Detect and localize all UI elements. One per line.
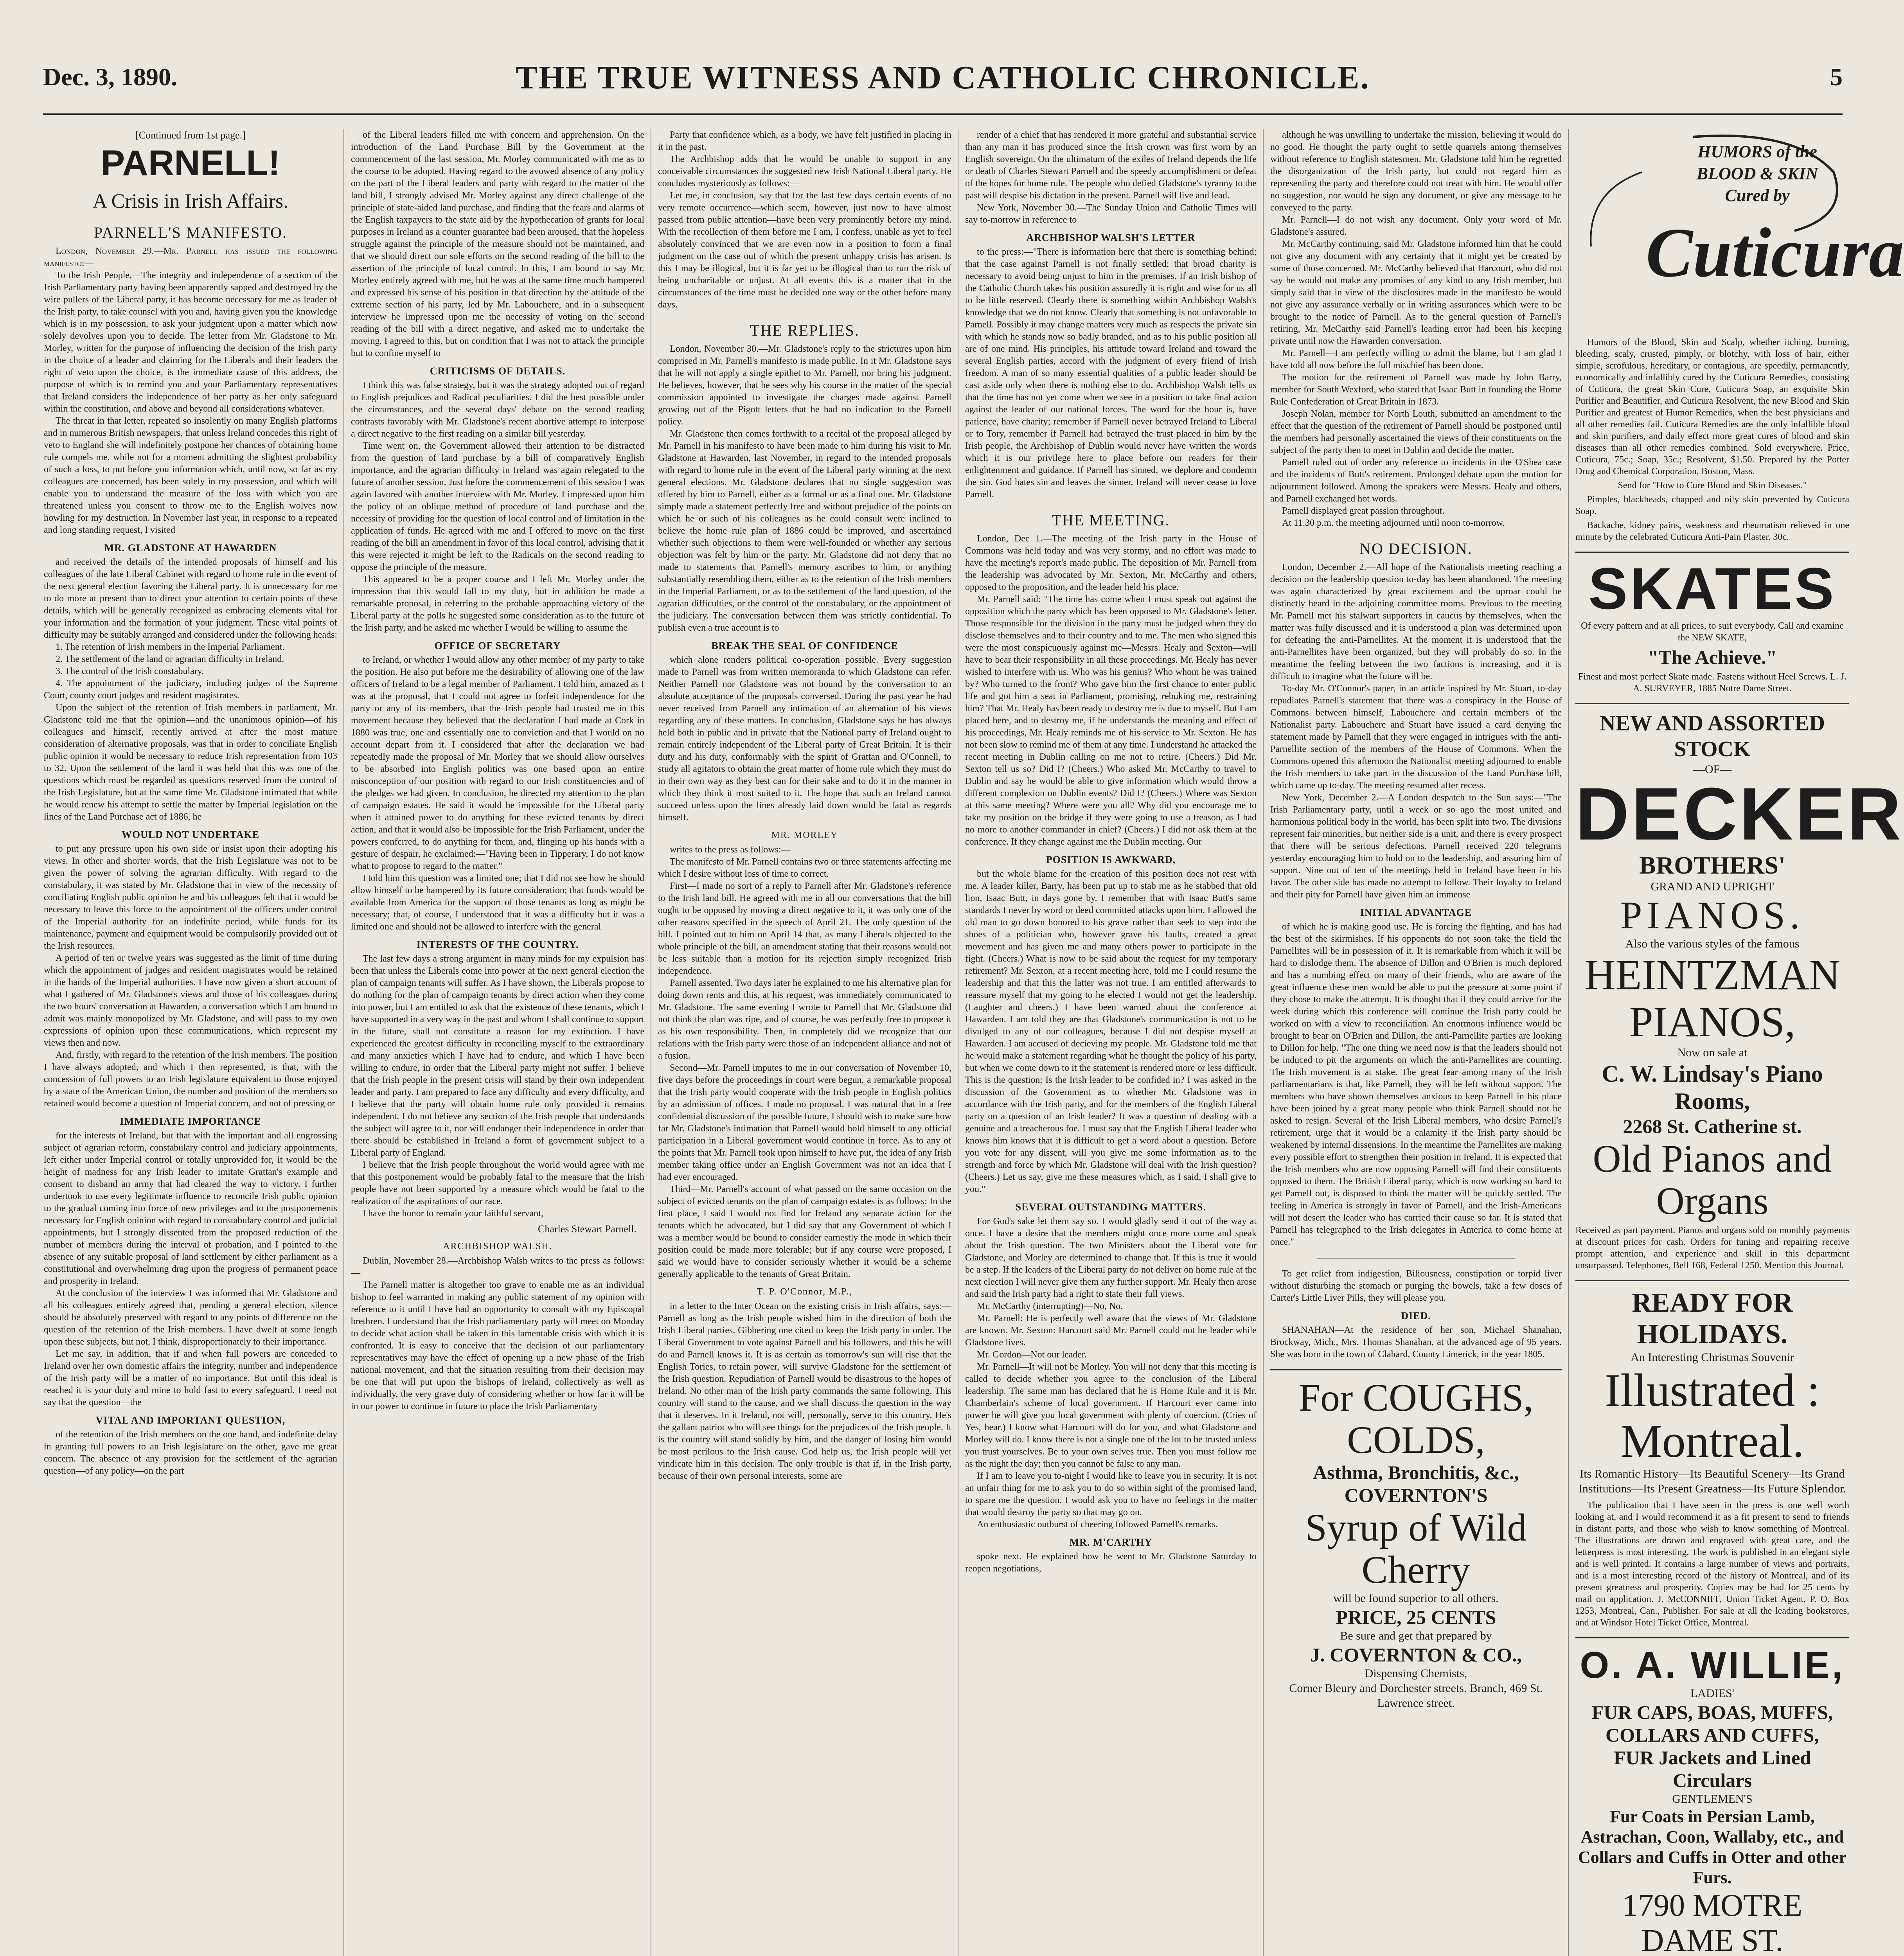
article-paragraph: An enthusiastic outburst of cheering followed Parnell's remarks.: [977, 1519, 1218, 1530]
article-paragraph: London, Dec 1.—The meeting of the Irish party in the House of Commons was held today and was very stormy, and no effort was made to have the meeting's report's made public. The deposition of Mr. Parnell from the leadership was advocated by Mr. Sexton, Mr. McCarthy and others, opposed to the proposition, and the leader held his place.: [965, 534, 1257, 592]
ad-price: PRICE, 25 CENTS: [1336, 1606, 1496, 1628]
article-paragraph: To the Irish People,—The integrity and independence of a section of the Irish Parliamentary party having been apparently sapped and destroyed by the wire pullers of the Liberal party, it has become necessary for me as leader of the Irish party, to take counsel with you and, having given you the knowledge which is in my possession, to ask your judgment upon a matter which now solely devolves upon you to decide. The letter from Mr. Gladstone to Mr. Morley, written for the purpose of influencing the decision of the Irish party in the choice of a leader and claiming for the Liberals and their leaders the right of veto upon the choice, is the immediate cause of this address, the purpose of which is to remind you and your Parliamentary representatives that Ireland considers the independence of her party as her only safeguard within the constitution, and above and beyond all considerations whatever.: [44, 270, 337, 414]
heintzman-title: HEINTZMAN PIANOS,: [1584, 951, 1840, 1046]
sub-heading: MR. M'CARTHY: [1069, 1537, 1152, 1548]
article-paragraph: Let me say, in addition, that if and when full powers are conceded to Ireland over her own domestic affairs the integrity, number and independence of the Irish party will be a matter of no importance. But until this ideal is reached it is your duty and mine to hold fast to every safeguard. I need not say that the question—the: [44, 1349, 337, 1408]
sub-headline: A Crisis in Irish Affairs.: [92, 190, 289, 212]
article-paragraph: I have the honor to remain your faithful servant,: [363, 1208, 543, 1219]
article-paragraph: in a letter to the Inter Ocean on the existing crisis in Irish affairs, says:—Parnell as long as the Irish people wished him in the direction of both the Irish Liberal parties. Gibbering one cited to keep the Irish party in order. The Liberal Government to vote against Parnell and his followers, and this he will do and Parnell knows it. It is as certain as tomorrow's sun will rise that the English Tories, to retain power, will survive Gladstone for the settlement of the Irish question. Repudiation of Parnell would be disastrous to the hopes of Ireland. No other man of the Irish party commands the same following. This country will stand to the cause, and we shall discuss the question in the way that it deserves. In it Ireland, not will, personally, serve to this country. He's the gallant patriot who will see things for the prejudices of the Irish people. It is the country will stand solidly by him, and the danger of losing him would be most perilous to the Irish cause. God help us, the Irish people will yet vindicate him in this decision. The only trouble is that if, in the Irish party, because of their own personal interests, some are: [658, 1301, 951, 1481]
article-paragraph: Dublin, November 28.—Archbishop Walsh writes to the press as follows:—: [351, 1256, 644, 1278]
sub-heading: ARCHBISHOP WALSH.: [443, 1241, 552, 1251]
article-paragraph: Mr. Gordon—Not our leader.: [977, 1350, 1087, 1360]
article-paragraph: I told him this question was a limited one; that I did not see how he should allow himself to be hampered by its future consideration; that funds would be available from America for the support of those tenants as long as might be necessary; that, of course, I understood that it was a difficulty but it was a limited one and should not be allowed to interfere with the general: [351, 873, 644, 932]
article-paragraph: This appeared to be a proper course and I left Mr. Morley under the impression that this would fall to my duty, but in addition he made a remarkable proposal, in referring to the probable approaching victory of the Liberal party at the polls he suggested some consideration as to the future of the Irish party, and he asked me whether I would be willing to assume the: [351, 574, 644, 633]
ad-line: COVERNTON'S: [1344, 1484, 1488, 1506]
article-paragraph: Mr. Parnell—I do not wish any document. Only your word of Mr. Gladstone's assured.: [1270, 215, 1562, 237]
section-heading: PARNELL'S MANIFESTO.: [94, 224, 287, 241]
ad-line: BROTHERS': [1639, 851, 1785, 879]
ad-line: Its Romantic History—Its Beautiful Scenery—Its Grand Institutions—Its Present Greatness—Its Future Splendor.: [1578, 1467, 1846, 1495]
article-paragraph: Mr. Parnell said: "The time has come when I must speak out against the opposition which the party which has been opposed to Mr. Gladstone's letter. Those responsible for the division in the party must be judged when they do disclose themselves and to their country and to me. The men who signed this were the most conspicuously against me—Messrs. Healy and Sexton—will have to bear their responsibility in all these proceedings. Mr. Healy has never wished to interfere with us. Who was his genius? Who whom he was trained by? Who turned to the front? Who gave him the first chance to enter public life and got him a seat in Parliament, promising, rebuking me, restraining him? That Mr. Healy has been ready to destroy me is due to myself. But I am placed here, and to destroy me, if he understands the meaning and effect of his proceedings, Mr. Healy reminds me of his service to Mr. Sexton. He has not been slow to remind me of them at any time. I understand he attacked the recent meeting in Dublin calling on me not to retire. (Cheers.) Did Mr. Sexton tell us so? Did I? (Cheers.) Who asked Mr. McCarthy to travel to Dublin and say he would be able to give information which would throw a different complexion on Dublin events? Did I? (Cheers.) Where was Sexton at this same meeting? Where were you all? Why did you encourage me to take my position on the bridge if they were going to use a treason, as I had no more to another commander in chief? (Cheers.) I did not ask them at the conference. If they change against me the Dublin meeting. Our: [965, 594, 1257, 847]
page-number: 5: [1830, 63, 1843, 91]
article-paragraph: which alone renders political co-operation possible. Every suggestion made to Parnell was from written memoranda to which Gladstone can refer. Neither Parnell nor Gladstone was not bound by the conversation to an absolute acceptance of the proposals conversed. During the past year he had never received from Parnell any intimation of an alternation of his views regarding any of these matters. In conclusion, Gladstone says he has always held both in public and in private that the National party of Ireland ought to remain entirely independent of the Liberal party of Great Britain. It is their duty and his duty, conformably with the spirit of Grattan and O'Connell, to study all agitators to obtain the great matter of home rule which they must do in their own way as they best can for their sake and to do it in the manner in which they think it most suited to it. The hope that such an Ireland cannot succeed unless upon the lines already laid down would be fatal as regards himself.: [658, 655, 951, 823]
article-paragraph: I think this was false strategy, but it was the strategy adopted out of regard to English prejudices and Radical peculiarities. I did the best possible under the circumstances, and the several days' debate on the second reading contrasts favorably with Mr. Gladstone's recent abortive attempt to interpose a direct negative to the first reading on a similar bill yesterday.: [351, 380, 644, 439]
willie-furs-ad: [1575, 1637, 1849, 1956]
article-paragraph: spoke next. He explained how he went to Mr. Gladstone Saturday to reopen negotiations,: [965, 1551, 1257, 1574]
article-paragraph: to put any pressure upon his own side or insist upon their adopting his views. In other and shorter words, that the Irish Legislature was not to be given the power of solving the agrarian difficulty. With regard to the constabulary, it was stated by Mr. Gladstone that in view of the necessity of conciliating English public opinion he and his colleagues felt that it would be necessary to leave this force to the appointment of the officers under control of the Imperial authority for an indefinite period, while funds for its maintenance, payment and equipment would be compulsorily provided out of the Irish resources.: [44, 844, 337, 951]
sub-heading: OFFICE OF SECRETARY: [434, 640, 561, 651]
article-paragraph: The threat in that letter, repeated so insolently on many English platforms and in numerous British newspapers, that unless Ireland concedes this right of veto to England she will indefinitely postpone her chances of obtaining home rule compels me, while not for a moment admitting the slightest probability of such a loss, to put before you information which, until now, so far as my colleagues are concerned, has been solely in my possession, and which will enable you to understand the measure of the loss with which you are threatened unless you consent to throw me to the English wolves now howling for my destruction. In November last year, in response to a repeated and long standing request, I visited: [44, 416, 337, 535]
column-divider: [1568, 129, 1569, 1956]
sub-heading: BREAK THE SEAL OF CONFIDENCE: [711, 640, 898, 651]
column-6-ads: [1575, 129, 1904, 1956]
cuticura-send: Send for "How to Cure Blood and Skin Diseases.": [1618, 480, 1807, 491]
article-paragraph: for the interests of Ireland, but that with the important and all engrossing subject of agrarian reform, constabulary control and judiciary appointments, left either under Imperial control or totally unprovided for, it would be the height of madness for any Irish leader to imitate Grattan's example and consent to disband an army that had cleared the way to victory. I further undertook to use every legitimate influence to reconcile Irish public opinion to the gradual coming into force of new privileges and to the postponements necessary for English opinion with regard to constabulary control and judicial appointments, but I strongly dissented from the proposed reduction of the number of members during the interval of probation, and I pointed to the absence of any suitable proposal of land settlement by either parliament as a constitutional and overwhelming drag upon the progress of permanent peace and prosperity in Ireland.: [44, 1131, 337, 1286]
article-paragraph: And, firstly, with regard to the retention of the Irish members. The position I have always adopted, and which I then represented, is that, with the concession of full powers to an Irish legislature equivalent to those enjoyed by a state of the American Union, the number and position of the members so retained would become a question of Imperial concern, and not of pressing or: [44, 1050, 337, 1109]
decker-text: Received as part payment. Pianos and organs sold on monthly payments at discount prices for cash. Orders for tuning and repairing receive prompt attention, and experience and skill in this department unsurpassed. Telephones, Bell 168, Federal 1250. Mention this Journal.: [1575, 1225, 1849, 1271]
article-paragraph: The Archbishop adds that he would be unable to support in any conceivable circumstances the suggested new Irish National Liberal party. He concludes mysteriously as follows:—: [658, 154, 951, 189]
ad-line: Also the various styles of the famous: [1625, 937, 1800, 950]
holidays-text: The publication that I have seen in the press is one well worth looking at, and I would recommend it as a fit present to send to friends in distant parts, and those who wish to know something of Montreal. The illustrations are drawn and engraved with great care, and the letterpress is most interesting. The work is published in an elegant style and is well printed. It contains a large number of views and portraits, and is a most interesting record of the history of Montreal, and of its present greatness and prosperity. Copies may be had for 25 cents by mail on application. J. McCONNIFF, Union Ticket Agent, P. O. Box 1253, Montreal, Can., Publisher. For sale at all the leading bookstores, and at Windsor Hotel Ticket Office, Montreal.: [1575, 1500, 1849, 1628]
sub-heading: VITAL AND IMPORTANT QUESTION,: [95, 1415, 286, 1426]
column-4: [965, 129, 1257, 1575]
article-paragraph: 1. The retention of Irish members in the Imperial Parliament.: [56, 642, 285, 652]
section-heading: NO DECISION.: [1359, 540, 1472, 557]
ad-line: LADIES': [1690, 1687, 1735, 1700]
article-paragraph: of the Liberal leaders filled me with concern and apprehension. On the introduction of the Land Purchase Bill by the Government at the commencement of the last session, Mr. Morley communicated with me as to the course to be adopted. Having regard to the avowed absence of any policy on the part of the Liberal leaders and party with regard to the matter of the land bill, I strongly advised Mr. Morley against any direct challenge of the principle of state-aided land purchase, and finding that the fears and alarms of the English taxpayers to the state aid by the hypothecation of grants for local purposes in Ireland as a counter guarantee had been aroused, that the hopeless struggle against the principle of the measure should not be maintained, and that we should direct our sole efforts on the second reading of the bill to the assertion of the principle of local control. In this, I am bound to say Mr. Morley entirely agreed with me, but he was at the same time much hampered and expressed his sense of his position in that direction by the attitude of the extreme section of his party, led by Mr. Labouchere, and in a subsequent interview he impressed upon me the necessity of voting on the second reading of the bill with a direct negative, and asked me to undertake the moving. I agreed to this, but on condition that I was not to attack the principle but to confine myself to: [351, 130, 644, 358]
sub-heading: POSITION IS AWKWARD,: [1046, 854, 1176, 865]
ad-line: —OF—: [1693, 763, 1732, 776]
decker-pianos-ad: [1575, 703, 1904, 1271]
section-heading: THE MEETING.: [1052, 511, 1170, 529]
article-paragraph: render of a chief that has rendered it more grateful and substantial service than any man it has produced since the Irish crown was first worn by an English sovereign. On the ultimatum of the exiles of Ireland depends the life or death of Charles Stewart Parnell and the speedy accomplishment or defeat of the hopes for home rule. The people who defied Gladstone's tyranny to the past will despise his dictation in the present. Parnell will live and lead.: [965, 130, 1257, 201]
cuticura-pimples: Pimples, blackheads, chapped and oily skin prevented by Cuticura Soap.: [1575, 494, 1849, 516]
newspaper-title: THE TRUE WITNESS AND CATHOLIC CHRONICLE.: [516, 59, 1370, 96]
cough-syrup-ad: [1270, 1369, 1562, 1711]
article-paragraph: writes to the press as follows:—: [670, 845, 791, 855]
article-paragraph: Mr. Parnell—It will not be Morley. You will not deny that this meeting is called to decide whether you agree to the conclusion of the Liberal leadership. The same man has declared that he is Home Rule and it is Mr. Chamberlain's scheme of local government. If Harcourt ever came into power he will give you local government with plenty of coercion. (Cries of Yes, hear.) I know what Harcourt will do for you, and what Gladstone and Morley will do. I know there is not a single one of the lot to be trusted unless you trust yourselves. Be to your own selves true. Then you must follow me as the night the day; then you cannot be false to any man.: [965, 1362, 1257, 1469]
column-5: [1270, 129, 1562, 1711]
article-paragraph: The manifesto of Mr. Parnell contains two or three statements affecting me which I desire without loss of time to correct.: [658, 857, 951, 879]
cuticura-logo: [1575, 129, 1904, 333]
sub-heading: MR. MORLEY: [771, 830, 838, 840]
cuticura-logo-top: HUMORS of the BLOOD & SKIN Cured by: [1696, 142, 1818, 205]
sub-heading: SEVERAL OUTSTANDING MATTERS.: [1015, 1201, 1206, 1213]
article-paragraph: Parnell ruled out of order any reference to incidents in the O'Shea case and the incidents of Butt's retirement. Prolonged debate upon the motion for adjournment followed. Among the speakers were Messrs. Healy and others, and Parnell exchanged hot words.: [1270, 457, 1562, 504]
skates-ad: [1575, 552, 1849, 694]
article-paragraph: of the retention of the Irish members on the one hand, and indefinite delay in granting full powers to an Irish legislature on the other, gave me great concern. The absence of any provision for the settlement of the agrarian question—of any policy—on the part: [44, 1429, 337, 1476]
article-paragraph: to the press:—"There is information here that there is something behind; that the case against Parnell is not finally settled; that broad charity is necessary to avoid being unjust to him in the premises. If an Irish bishop of the Catholic Church takes his position assuredly it is right and wise for us all to be little reserved. Clearly there is something within Archbishop Walsh's knowledge that we do not know. Clearly that something is not unfavorable to Parnell. Possibly it may change matters very much as respects the private sin with which he stands now so badly branded, and as to his public position all are of one mind. His principles, his attitude toward Ireland and toward the several English parties, accord with the judgment of every friend of Irish freedom. A man of so many essential qualities of a public leader should be cast aside only when there is nothing else to do. Archbishop Walsh tells us that the time has not yet come when we see in a position to take final action against the leader of our national forces. The word for the hour is, have patience, have charity; remember if Parnell never betrayed Ireland to Liberal or to Tory, remember if Parnell had betrayed the trust placed in him by the Irish people, the Archbishop of Dublin would never have written the words which it is our privilege here to place before our readers for their enlightenment and guidance. If Parnell has sinned, we deplore and condemn the sin. God hates sin and leaves the sinner. Ireland will never cease to love Parnell.: [965, 247, 1257, 500]
article-paragraph: and received the details of the intended proposals of himself and his colleagues of the late Liberal Cabinet with regard to home rule in the event of the next general election favoring the Liberal party. It is unnecessary for me to do more at present than to direct your attention to certain points of these details, which will be generally recognized as embracing elements vital for your information and the formation of your judgment. These vital points of difficulty may be suitably arranged and considered under the following heads:: [44, 557, 337, 640]
skates-name: "The Achieve.": [1647, 646, 1777, 668]
ad-line: will be found superior to all others.: [1333, 1592, 1499, 1605]
article-paragraph: London, November 30.—Mr. Gladstone's reply to the strictures upon him comprised in Mr. Parnell's manifesto is made public. In it Mr. Gladstone says that he will not apply a single epithet to Mr. Parnell, nor bring his judgment. He believes, however, that he sees why his course in the matter of the special commission appointed to investigate the charges made against Parnell growing out of the Pigott letters that he had no indication to the Parnell policy.: [658, 344, 951, 427]
cuticura-text: Humors of the Blood, Skin and Scalp, whether itching, burning, bleeding, scaly, crusted, pimply, or blotchy, with loss of hair, either simple, scrofulous, hereditary, or contagious, are speedily, permanently, economically and infallibly cured by the Cuticura Remedies, consisting of Cuticura, the great Skin Cure, Cuticura Soap, an exquisite Skin Purifier and Beautifier, and Cuticura Resolvent, the new Blood and Skin Purifier and greatest of Humor Remedies, when the best physicians and all other remedies fail. Cuticura Remedies are the only infallible blood and skin purifiers, and daily effect more great cures of blood and skin diseases than all other remedies combined. Sold everywhere. Price, Cuticura, 75c.; Soap, 35c.; Resolvent, $1.50. Prepared by the Potter Drug and Chemical Corporation, Boston, Mass.: [1575, 337, 1849, 476]
article-paragraph: For God's sake let them say so. I would gladly send it out of the way at once. I have a desire that the members might once more come and speak about the Irish question. The two Ministers about the Liberal vote for Gladstone, and Morley are determined to change that. If this is true it would be a step. If the leaders of the Liberal party do not deliver on home rule at the next election I will never give them any further support. Mr. Healy then arose and said the Irish party had a right to state their full views.: [965, 1216, 1257, 1299]
ad-address: 1790 MOTRE DAME ST.: [1622, 1888, 1802, 1956]
ad-address: Corner Bleury and Dorchester streets. Branch, 469 St. Lawrence street.: [1289, 1682, 1543, 1710]
skates-text: Of every pattern and at all prices, to suit everybody. Call and examine the NEW SKATE,: [1581, 621, 1844, 643]
article-paragraph: If I am to leave you to-night I would like to leave you in security. It is not an unfair thing for me to ask you to do so within sight of the promised land, to spare me the question. I would ask you to have no feelings in the matter that would destroy the party so that may go on.: [965, 1471, 1257, 1517]
skates-title: SKATES: [1588, 556, 1836, 621]
article-paragraph: although he was unwilling to undertake the mission, believing it would do no good. He thought the party ought to settle quarrels among themselves without reference to English statesmen. Mr. Gladstone told him he regretted the disorganization of the Irish party, but could not regard him as representing the party and therefore could not treat with him. He would offer no suggestion, nor would he sign any document, or give any message to be conveyed to the party.: [1270, 130, 1562, 213]
ad-line: An Interesting Christmas Souvenir: [1631, 1351, 1794, 1364]
article-paragraph: Mr. Parnell—I am perfectly willing to admit the blame, but I am glad I have told all now before the full mischief has been done.: [1270, 348, 1562, 370]
ad-product-name: Syrup of Wild Cherry: [1305, 1506, 1527, 1591]
sub-heading: MR. GLADSTONE AT HAWARDEN: [104, 542, 277, 554]
article-paragraph: The last few days a strong argument in many minds for my expulsion has been that unless the Liberals come into power at the next general election the plan of campaign tenants will suffer. As I have shown, the Liberals propose to do nothing for the plan of campaign tenants by direct action when they come into power, but I am entitled to ask that the existence of these tenants, which I have supported in a very way in the past and whom I shall continue to support in the future, shall not constitute a reason for my extinction. I have experienced the greatest difficulty in reconciling myself to the extraordinary and many anxieties which I have had to endure, and which I have been willing to endure, in order that the Liberal party might not suffer. I believe that the Irish people in the present crisis will stand by their own independent leader and party. I am prepared to face any difficulty and every difficulty, and I believe that the party will obtain home rule only provided it remains independent. I do not believe any section of the Irish people that understands the subject will agree to it, nor will endanger their independence in order that there should be established in Ireland a form of government subject to a Liberal party of England.: [351, 954, 644, 1158]
holidays-ad: [1575, 1280, 1849, 1629]
ad-line: Now on sale at: [1677, 1046, 1748, 1059]
sub-heading: INTERESTS OF THE COUNTRY.: [416, 939, 579, 950]
column-2: [351, 129, 644, 1413]
ad-line: GRAND AND UPRIGHT: [1650, 880, 1774, 893]
sub-heading: INITIAL ADVANTAGE: [1360, 907, 1472, 918]
masthead: [43, 59, 1843, 106]
willie-title: O. A. WILLIE,: [1580, 1644, 1845, 1686]
pianos-title: PIANOS.: [1620, 894, 1805, 937]
sub-heading: T. P. O'Connor, M.P.,: [757, 1287, 853, 1297]
ad-line: GENTLEMEN'S: [1672, 1792, 1753, 1805]
article-paragraph: Third—Mr. Parnell's account of what passed on the same occasion on the subject of evicted tenants on the plan of campaign estates is as follows: In the first place, I said I would not find for Ireland any separate action for the tenants which he advocated, but I did say that any Government of which I was a member would be bound to consider earnestly the mode in which their position could be made more tolerable; but if any course were proposed, I said we would have to consider seriously whether it would be a scheme generally applicable to the tenants of Great Britain.: [658, 1184, 951, 1279]
continued-note: [Continued from 1st page.]: [135, 129, 246, 141]
article-paragraph: of which he is making good use. He is forcing the fighting, and has had the best of the skirmishes. If his opponents do not soon take the field the Parnellites will be in possession of it. It is remarkable from which it will be hard to dislodge them. The absence of Dillon and O'Brien is much deplored and has a numbing effect on many of their friends, who are aware of the great influence these men would be able to put the pressure at some point if they chose to make the attempt. It is thought that if they could arrive for the week during which this conference will continue the Irish party could be worked on with a view to reconciliation. An enormous influence would be brought to bear on O'Brien and Dillon, the anti-Parnellite parties are looking to Dillon for help. "The one thing we need now is that the leaders should not be induced to pit the arguments on which the anti-Parnellites are counting. The Irish movement is at stake. The great fear among many of the Irish parliamentarians is that, like Parnell, they will be left without support. The members who have shown themselves anxious to keep Parnell in his place have been joined by a great many people who think Parnell should not be asked to resign. Several of the Irish Liberal members, who desire Parnell's retirement, urge that it would be a calamity if the Irish party should be weakened by internal dissensions. In the meantime the Parnellites are making every possible effort to strengthen their position in Ireland. It is expected that the Irish members who are now opposing Parnell will find their constituents opposed to them. The British Liberal party, which is now working so hard to get Parnell out, is disposed to think the matter will be quickly settled. The feeling in America is strongly in favor of Parnell, and the Irish-Americans will not desert the leader who has carried their cause so far. It is stated that Parnell has telegraphed to the Irish delegates in America to come home at once.": [1270, 922, 1562, 1247]
holidays-title: Illustrated : Montreal.: [1605, 1364, 1820, 1467]
article-paragraph: Parnell assented. Two days later he explained to me his alternative plan for doing down rents and this, at his request, was immediately communicated to Mr. Gladstone. The same evening I wrote to Parnell that Mr. Gladstone did not think the plan was ripe, and of course, he was perfectly free to propose it as his own responsibility. Then, in completely did we recognize that our relations with the Irish party were those of an independent alliance and not of a fusion.: [658, 978, 951, 1061]
cuticura-backache: Backache, kidney pains, weakness and rheumatism relieved in one minute by the celebrated Cuticura Anti-Pain Plaster. 30c.: [1575, 520, 1849, 542]
article-paragraph: London, November 29.—Mr. Parnell has issued the following manifesto:—: [44, 246, 337, 268]
ad-headline: For COUGHS, COLDS,: [1298, 1376, 1534, 1462]
ad-line: NEW AND ASSORTED STOCK: [1600, 711, 1825, 761]
article-paragraph: Time went on, the Government allowed their attention to be distracted from the question of land purchase by a bill of comparatively English importance, and the agrarian difficulty in Ireland was again relegated to the future of another session. Just before the commencement of this session I was again favored with another interview with Mr. Morley. I impressed upon him the policy of an oblique method of procedure of land purchase and the necessity of providing for the question of local control and of limitation in the application of funds. He agreed with me and I offered to move on the first reading of the bill an amendment in favor of this local control, advising that it this were rejected it might be left to the Radicals on the second reading to oppose the principle of the measure.: [351, 441, 644, 572]
ad-line: Fur Coats in Persian Lamb, Astrachan, Coon, Wallaby, etc., and Collars and Cuffs in Otter and other Furs.: [1578, 1807, 1847, 1887]
signature: Charles Stewart Parnell.: [538, 1223, 636, 1235]
article-paragraph: A period of ten or twelve years was suggested as the limit of time during which the appointment of judges and resident magistrates would be retained in the hands of the Imperial authorities. I have now given a short account of what I gathered of Mr. Gladstone's views and those of his colleagues during the two hours' conversation at Hawarden, a conversation which I am bound to admit was mainly monopolized by Mr. Gladstone, and will pass to my own expressions of opinion upon these communications, which represent my views then and now.: [44, 953, 337, 1048]
article-paragraph: To-day Mr. O'Connor's paper, in an article inspired by Mr. Stuart, to-day repudiates Parnell's statement that there was a conspiracy in the House of Commons between himself, Labouchere and certain members of the Nationalist party. Labouchere and Stuart have issued a card denying the statement made by Parnell that they were engaged in intrigues with the anti-Parnellite section of the members of the House of Commons. When the Commons opened this afternoon the Nationalist meeting adjourned to enable the Irish members to take part in the discussion of the Land Purchase bill, which came up to-day. The meeting resumed after recess.: [1270, 683, 1562, 791]
article-paragraph: Mr. McCarthy continuing, said Mr. Gladstone informed him that he could not give any document with any certainty that it might yet be created by some of those concerned. Mr. McCarthy believed that Harcourt, who did not say he would not make any promises of any kind to any Irish member, but simply said that in view of the disclosures made in the manifesto he would not give any assurance verbally or in writing assurances which were to be brought to the notice of Parnell. As to the general question of Parnell's retiring, Mr. McCarthy said Parnell's leading error had been his keeping private until now the Hawarden conversation.: [1270, 239, 1562, 346]
ad-line: C. W. Lindsay's Piano Rooms,: [1602, 1061, 1823, 1114]
article-paragraph: Mr. McCarthy (interrupting)—No, No.: [977, 1301, 1123, 1311]
article-paragraph: The Parnell matter is altogether too grave to enable me as an individual bishop to feel warranted in making any public statement of my opinion with reference to it until I have had an opportunity to consult with my Episcopal brethren. I understand that the Irish parliamentary party will meet on Monday to decide what action shall be taken in this lamentable crisis with which it is confronted. It is easy to conceive that the decision of our parliamentary representatives may have the effect of opening up a new phase of the Irish national movement, and that the situation resulting from their decision may be one that will put upon the bishops of Ireland, collectively as well as individually, the very grave duty of considering whether or how far it will be in our power to continue in future to place the Irish Parliamentary: [351, 1280, 644, 1411]
article-paragraph: Joseph Nolan, member for North Louth, submitted an amendment to the effect that the question of the retirement of Parnell should be postponed until the members had personally ascertained the views of their constituents on the subject of the party then to meet in Dublin and decide the matter.: [1270, 409, 1562, 455]
article-paragraph: New York, November 30.—The Sunday Union and Catholic Times will say to-morrow in reference to: [965, 203, 1257, 225]
sub-heading: WOULD NOT UNDERTAKE: [121, 829, 260, 840]
article-paragraph: I believe that the Irish people throughout the world would agree with me that this postponement would be probably fatal to the measure that the Irish people have not been supported by a measure which would be fatal to the realization of the aspirations of our race.: [351, 1160, 644, 1206]
decker-title: DECKER: [1575, 773, 1904, 856]
cuticura-logo-word: Cuticura: [1646, 214, 1904, 291]
obituary-paragraph: SHANAHAN—At the residence of her son, Michael Shanahan, Brockway, Mich., Mrs. Thomas Shanahan, at the advanced age of 95 years. She was born in the town of Clahard, County Limerick, in the year 1805.: [1270, 1325, 1562, 1359]
sub-heading: CRITICISMS OF DETAILS.: [430, 365, 566, 377]
ad-company: J. COVERNTON & CO.,: [1310, 1644, 1522, 1666]
article-paragraph: At the conclusion of the interview I was informed that Mr. Gladstone and all his colleagues entirely agreed that, pending a general election, silence should be absolutely preserved with regard to any points of difference on the question of the retention of the Irish members. I have dwelt at some length upon these subjects, but not, I think, disproportionately to their importance.: [44, 1288, 337, 1347]
column-1: [44, 129, 337, 1477]
ad-line: READY FOR HOLIDAYS.: [1632, 1288, 1793, 1349]
column-divider: [343, 129, 344, 1956]
sub-heading: IMMEDIATE IMPORTANCE: [120, 1116, 261, 1127]
notice-paragraph: To get relief from indigestion, Biliousness, constipation or torpid liver without disturbing the stomach or purging the bowels, take a few doses of Carter's Little Liver Pills, they will please you.: [1270, 1269, 1562, 1303]
skates-text-2: Finest and most perfect Skate made. Fastens without Heel Screws. L. J. A. SURVEYER, 1885 Notre Dame Street.: [1578, 672, 1846, 694]
article-paragraph: At 11.30 p.m. the meeting adjourned until noon to-morrow.: [1282, 518, 1505, 528]
main-headline: PARNELL!: [101, 143, 280, 183]
article-paragraph: but the whole blame for the creation of this position does not rest with me. A leader killer, Barry, has been put up to stab me as he stabbed that old lion, Isaac Butt, in days gone by. I remember that with Isaac Butt's same standards I never by word or deed committed attacks upon him. I allowed the old man to go down honored to his grave rather than seek to step into the shoes of a politician who, however grave his faults, created a great movement and has given me and many others power to participate in the fight. (Cheers.) What is now to be said about the request for my temporary retirement? Mr. Sexton, at a recent meeting here, told me I could resume the leadership and that this the latter was not true. I am entitled afterwards to reassure myself that my going to he elected I would not get the leadership. (Laughter and cheers.) I have been warned about the conference at Hawarden. I am told they are that Gladstone's communication is not to be divulged to any of our colleagues, because I did not despise myself at Hawarden. I am accused of decieving my people. Mr. Gladstone told me that he would make a statement regarding what he thought the policy of his party, but when we come down to it the statement is rendered more or less difficult. This is the question: Is the Irish leader to be confided in? I was asked in the discussion of the Government as to whether Mr. Gladstone was in accordance with the Irish party, and for the members of the English Liberal party on a question of an Irish leader? It was a question of dealing with a genuine and a treacherous foe. I must say that the English Liberal leader who knows him knows that it is difficult to get a word about a question. Before you vote for any dissent, will you give me some information as to the strength and force by which Mr. Gladstone will deal with the Irish question? (Cheers.) Let us say, give me these measures which, as I said, I shall give to you.": [965, 869, 1257, 1194]
ad-line: FUR CAPS, BOAS, MUFFS, COLLARS AND CUFFS,: [1591, 1701, 1833, 1746]
ad-line: FUR Jackets and Lined Circulars: [1613, 1747, 1811, 1791]
article-paragraph: First—I made no sort of a reply to Parnell after Mr. Gladstone's reference to the Irish land bill. He agreed with me in all our conversations that the bill ought to be opposed by moving a direct negative to it, it was only one of the other reasons specified in the speech of April 21. The only question of the bill. I pointed out to him on April 14 that, as many Liberals objected to the whole principle of the bill, an amendment stating that their reasons would not be less suitable than a motion for its rejection simply recognized Irish independence.: [658, 881, 951, 976]
ad-line: Old Pianos and Organs: [1593, 1137, 1832, 1222]
article-paragraph: 2. The settlement of the land or agrarian difficulty in Ireland.: [56, 654, 284, 664]
ad-line: Dispensing Chemists,: [1365, 1667, 1467, 1680]
article-paragraph: The motion for the retirement of Parnell was made by John Barry, member for South Wexford, who stated that Isaac Butt in founding the Home Rule Confederation of Great Britain in 1873.: [1270, 372, 1562, 407]
sub-heading: ARCHBISHOP WALSH'S LETTER: [1026, 232, 1196, 243]
article-paragraph: to Ireland, or whether I would allow any other member of my party to take the position. He also put before me the desirability of allowing one of the law officers of Ireland to be a legal member of Parliament. I told him, amazed as I was at the proposal, that I could not agree to forfeit independence for the party or any of its members, that the Irish people had trusted me in this movement because they believed that the declaration I had made at Cork in 1880 was true, one and essentially one to conviction and that I would on no account depart from it. I considered that after the declaration we had repeatedly made the proposal of Mr. Morley that we should allow ourselves to be absorbed into English politics was one based upon an entire misconception of our position with regard to our Irish constituencies and of the pledges we had given. In conclusion, he directed my attention to the plan of campaign estates. He said it would be impossible for the Liberal party when it attained power to do anything for these evicted tenants by direct action, and that it would also be impossible for the Irish Parliament, under the powers conferred, to do anything for them, and, flinging up his hands with a gesture of despair, he exclaimed:—"Having been in Tipperary, I do not know what to propose to regard to the matter.": [351, 655, 644, 871]
article-paragraph: Second—Mr. Parnell imputes to me in our conversation of November 10, five days before the proceedings in court were begun, a remarkable proposal that the Irish party would cooperate with the Irish people in English politics by an admission of offices. I made no proposal. I was natural that in a free confidential discussion of the possible future, I should wish to make sure how far Mr. Gladstone's intimation that Parnell would hold himself to any official participation in a Liberal government would continue in force. As to any of the points that Mr. Parnell took upon himself to have put, the idea of any Irish member taking office under an English Government was not an idea that I had ever encouraged.: [658, 1063, 951, 1182]
article-paragraph: London, December 2.—All hope of the Nationalists meeting reaching a decision on the leadership question to-day has been abandoned. The meeting was again characterized by great excitement and the uproar could be distinctly heard in the adjoining committee rooms. Previous to the meeting Mr. Parnell met his stalwart supporters in caucus by themselves, when the matter was fully discussed and it is understood a plan was determined upon for defeating the anti-Parnellites. At the moment it is understood that the anti-Parnellites have been organized, but they will probably do so. In the meantime the feeling between the two factions is increasing, and it is difficult to imagine what the future will be.: [1270, 562, 1562, 681]
article-paragraph: Upon the subject of the retention of Irish members in parliament, Mr. Gladstone told me that the opinion—and the unanimous opinion—of his colleagues and himself, recently arrived at after the most mature consideration of alternative proposals, was that in order to conciliate English public opinion it would be necessary to reduce Irish representation from 103 to 32. Upon the settlement of the land it was held that this was one of the questions which must be regarded as questions reserved from the control of the Irish Legislature, but at the same time Mr. Gladstone intimated that while he would renew his attempt to settle the matter by Imperial legislation on the lines of the Land Purchase act of 1886, he: [44, 703, 337, 822]
article-paragraph: 3. The control of the Irish constabulary.: [56, 666, 204, 676]
article-paragraph: Party that confidence which, as a body, we have felt justified in placing in it in the past.: [658, 130, 951, 152]
article-paragraph: New York, December 2.—A London despatch to the Sun says:—"The Irish Parliamentary party, until a week or so ago the most united and harmonious political body in the world, has been split into two. The divisions represent fair minorities, but neither side is a unit, and there is every prospect that there will be serious defections. Parnell received 220 telegrams yesterday encouraging him to hold on to the leadership, and assuring him of support. Nine out of ten of the meetings held in Ireland have been in his favor. The other side has made no attempt to follow. Their loyalty to Ireland and their pity for Parnell have given him an immense: [1270, 793, 1562, 900]
section-heading: THE REPLIES.: [750, 322, 859, 339]
ad-line: Asthma, Bronchitis, &c.,: [1313, 1462, 1519, 1483]
ad-line: Be sure and get that prepared by: [1340, 1629, 1492, 1642]
article-paragraph: 4. The appointment of the judiciary, including judges of the Supreme Court, county court judges and resident magistrates.: [44, 678, 337, 701]
column-divider: [1263, 129, 1264, 1956]
column-3: [658, 129, 951, 1482]
masthead-rule: [43, 113, 1843, 115]
article-paragraph: Let me, in conclusion, say that for the last few days certain events of no very remote occurrence—which seem, however, just now to have almost passed from public attention—have been very prominently before my mind. With the recollection of them before me I am, I confess, unable as yet to feel absolutely convinced that we are even now in a position to form a final judgment on the case out of which the present unhappy crisis has arisen. Is this I may be illogical, but it is far yet to be illogical than to run the risk of being uncharitable or unjust. At all events this is a matter that in the circumstances of the time must be decided one way or the other before many days.: [658, 191, 951, 310]
article-paragraph: Mr. Parnell: He is perfectly well aware that the views of Mr. Gladstone are known. Mr. Sexton: Harcourt said Mr. Parnell could not be leader while Gladstone lives.: [965, 1313, 1257, 1348]
article-paragraph: Mr. Gladstone then comes forthwith to a recital of the proposal alleged by Mr. Parnell in his manifesto to have been made to him during his visit to Mr. Gladstone at Hawarden, last November, in regard to the intended proposals with regard to home rule in the event of the Liberal party winning at the next general elections. Mr. Gladstone declares that no single suggestion was offered by him to Parnell, either as a formal or as a final one. Mr. Gladstone simply made a statement perfectly free and without prejudice of the points on which he or such of his colleagues as he could consult were inclined to believe the home rule plan of 1886 could be improved, and ascertained whether such objections to them were well-founded or whether any serious objection was felt by him or the party. Mr. Gladstone did not deny that no made to statements that Parnell's memory ascribes to him, or anything substantially resembling them, either as to the retention of the Irish members in the Imperial Parliament, or as to the settlement of the land question, of the agrarian difficulties, or the control of the constabulary, or the appointment of the judiciary. The conversation between them was strictly confidential. To publish even a true account is to: [658, 429, 951, 633]
died-heading: DIED.: [1401, 1310, 1431, 1321]
ad-line: 2268 St. Catherine st.: [1623, 1115, 1802, 1137]
issue-date: Dec. 3, 1890.: [43, 63, 178, 91]
article-paragraph: Parnell displayed great passion throughout.: [1282, 506, 1445, 516]
